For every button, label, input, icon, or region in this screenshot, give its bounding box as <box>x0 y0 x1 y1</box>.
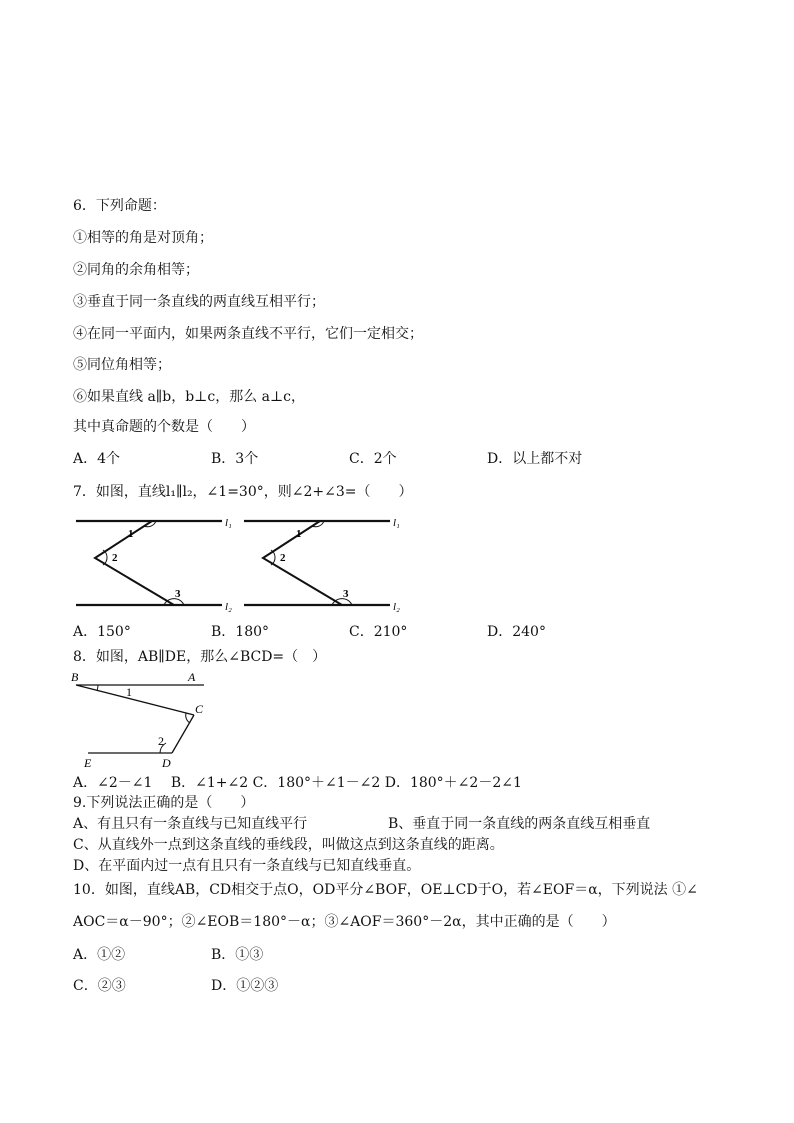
q8-angle1-label: 1 <box>126 685 132 699</box>
q8-stem: 8．如图，AB∥DE，那么∠BCD=（ ） <box>73 649 327 665</box>
q7-right-angle2-label: 2 <box>280 552 286 564</box>
q8-options: A．∠2－∠1 B．∠1+∠2 C．180°＋∠1－∠2 D．180°＋∠2－2∠1 <box>73 775 522 791</box>
q7-left-line2-label: l₂ <box>225 601 232 613</box>
q7-right-line2-label: l₂ <box>393 601 400 613</box>
q10-stem-line2: AOC＝α－90°；②∠EOB＝180°－α；③∠AOF＝360°－2α，其中正确的是（ ） <box>73 914 616 930</box>
q7-stem: 7．如图，直线l₁∥l₂，∠1=30°，则∠2+∠3=（ ） <box>73 484 413 500</box>
q7-option-b: B．180° <box>211 624 270 640</box>
q10-option-c: C．②③ <box>73 978 126 994</box>
q7-left-angle1-label: 1 <box>128 528 134 540</box>
q6-prop-5: ⑤同位角相等； <box>73 357 171 373</box>
q6-prop-2: ②同角的余角相等； <box>73 262 199 278</box>
q10-option-d: D．①②③ <box>211 978 279 994</box>
q7-right-line1-label: l₁ <box>393 517 400 529</box>
q7-left-line1-label: l₁ <box>225 517 232 529</box>
q8-label-d: D <box>162 756 171 770</box>
q7-option-a: A．150° <box>73 624 131 640</box>
q6-option-b: B．3个 <box>211 451 259 467</box>
q8-figure <box>68 667 213 773</box>
q6-option-c: C．2个 <box>349 451 397 467</box>
q7-right-angle1-label: 1 <box>296 528 302 540</box>
q7-option-d: D．240° <box>487 624 546 640</box>
q7-option-c: C．210° <box>349 624 408 640</box>
q7-left-angle3-label: 3 <box>175 588 181 600</box>
q9-option-a: A、有且只有一条直线与已知直线平行 <box>73 816 308 832</box>
q7-figure-right <box>238 510 408 614</box>
q9-option-c: C、从直线外一点到这条直线的垂线段，叫做这点到这条直线的距离。 <box>73 837 504 853</box>
q8-angle2-label: 2 <box>158 734 164 748</box>
q6-prop-4: ④在同一平面内，如果两条直线不平行，它们一定相交； <box>73 326 423 342</box>
q6-prop-3: ③垂直于同一条直线的两直线互相平行； <box>73 294 325 310</box>
q8-label-e: E <box>84 756 92 770</box>
q8-label-b: B <box>71 670 79 684</box>
q10-stem-line1: 10．如图，直线AB，CD相交于点O，OD平分∠BOF，OE⊥CD于O，若∠EOF＝α，下列说法 ①∠ <box>73 882 698 898</box>
q9-option-d: D、在平面内过一点有且只有一条直线与已知直线垂直。 <box>73 858 421 874</box>
q6-prop-1: ①相等的角是对顶角； <box>73 230 213 246</box>
q6-prop-6: ⑥如果直线 a∥b，b⊥c，那么 a⊥c， <box>73 389 305 405</box>
q7-figure-left <box>70 510 240 614</box>
q10-option-b: B．①③ <box>211 947 264 963</box>
q6-option-a: A．4个 <box>73 451 121 467</box>
q7-right-angle3-label: 3 <box>343 588 349 600</box>
q7-left-angle2-label: 2 <box>112 552 118 564</box>
q9-stem: 9.下列说法正确的是（ ） <box>73 795 255 811</box>
q6-question: 其中真命题的个数是（ ） <box>73 419 255 435</box>
q6-option-d: D．以上都不对 <box>487 451 583 467</box>
q8-label-c: C <box>195 702 204 716</box>
q10-option-a: A．①② <box>73 947 126 963</box>
q9-option-b: B、垂直于同一条直线的两条直线互相垂直 <box>388 816 651 832</box>
q8-label-a: A <box>188 670 196 684</box>
q6-stem: 6．下列命题： <box>73 198 166 214</box>
